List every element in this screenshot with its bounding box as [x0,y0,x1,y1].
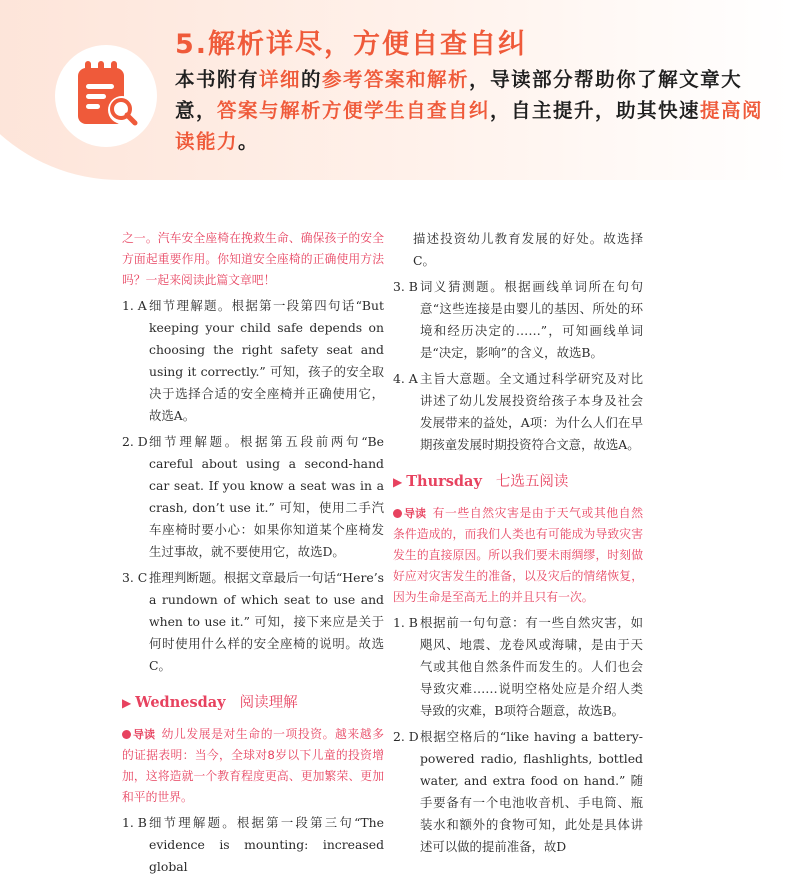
banner-text: 的 [301,68,323,91]
answer-explanation-continued: 描述投资幼儿教育发展的好处。故选择C。 [413,231,643,268]
answer-item [122,431,384,563]
section-heading-wednesday [122,691,384,712]
banner-title: 5.解析详尽，方便自查自纠 [175,29,528,60]
right-column [393,228,643,858]
banner-text: ，自主提升，助其快速 [490,99,701,122]
banner-highlight-text: 详细 [259,68,302,91]
guide-badge: 导读 [393,503,426,524]
answer-explanation: 根据前一句句意：有一些自然灾害，如飓风、地震、龙卷风或海啸，是由于天气或其他自然条件而发生的。人们也会导致灾难……说明空格处应是介绍人类导致的灾难，B项符合题意，故选B。 [420,615,643,718]
answer-number: 3. B [393,279,418,294]
section-type: 阅读理解 [239,695,298,711]
guide-text: 幼儿发展是对生命的一项投资。越来越多的证据表明：当今，全球对8岁以下儿童的投资增加，这将造就一个教育程度更高、更加繁荣、更加和平的世界。 [122,727,384,804]
section-day: Thursday [406,473,482,490]
answer-explanation: 主旨大意题。全文通过科学研究及对比讲述了幼儿发展投资给孩子本身及社会发展带来的益处，A项：为什么人们在早期孩童发展时期投资符合文意，故选A。 [420,371,643,452]
answer-number: 1. A [122,298,147,313]
banner-text: ，导读部分帮助你了解文章大意， [175,68,743,122]
guide-text: 有一些自然灾害是由于天气或其他自然条件造成的，而我们人类也有可能成为导致灾害发生的直接原因。所以我们要未雨绸缪，时刻做好应对灾害发生的准备，以及灾后的情绪恢复，因为生命是至高无上的并且只有一次。 [393,506,643,604]
answer-explanation: 词义猜测题。根据画线单词所在句句意“这些连接是由婴儿的基因、所处的环境和经历决定的……”，可知画线单词是“决定，影响”的含义，故选B。 [420,279,643,360]
answer-item [393,612,643,722]
banner-highlight-text: 参考答案和解析 [322,68,470,91]
answer-item [393,726,643,858]
banner-text: 。 [238,130,260,153]
answer-number: 3. C [122,570,148,585]
guide-dot-icon [122,730,131,739]
answer-item [393,368,643,456]
guide-dot-icon [393,509,402,518]
left-column [122,228,384,878]
guide-badge: 导读 [122,724,155,745]
answer-item [122,567,384,677]
answer-number: 2. D [393,729,419,744]
section-day: Wednesday [135,694,226,711]
feature-banner [0,0,790,190]
answer-explanation: 推理判断题。根据文章最后一句话“Here’s a rundown of which seat to use and when to use it.” 可知，接下来应是关于何时使用什么样的安全座椅的说明。故选C。 [149,570,384,673]
answer-item [122,812,384,878]
answer-explanation: 细节理解题。根据第一段第三句“The evidence is mounting: increased global [149,815,384,874]
answer-explanation: 根据空格后的“like having a battery-powered radio, flashlights, bottled water, and extra food on hand.” 随手要备有一个电池收音机、手电筒、瓶装水和额外的食物可知，此处是具体讲述可以做的提前准备，故D [420,729,643,854]
answer-item [393,276,643,364]
triangle-icon: ▶ [393,475,403,489]
guide-paragraph [122,724,384,808]
banner-highlight-text: 答案与解析方便学生自查自纠 [217,99,491,122]
answer-number: 1. B [122,815,147,830]
answer-explanation: 细节理解题。根据第五段前两句“Be careful about using a second-hand car seat. If you know a seat was in a crash, don’t use it.” 可知，使用二手汽车座椅时要小心：如果你知道某个座椅发生过事故，就不要使用它，故选D。 [149,434,384,559]
section-type: 七选五阅读 [495,474,569,490]
triangle-icon: ▶ [122,696,132,710]
answer-number: 1. B [393,615,418,630]
banner-text: 本书附有 [175,68,260,91]
answer-number: 2. D [122,434,148,449]
answer-item [122,295,384,427]
answer-explanation: 细节理解题。根据第一段第四句话“But keeping your child safe depends on choosing the right safety seat and using it correctly.” 可知，孩子的安全取决于选择合适的安全座椅并正确使用它，故选A。 [149,298,384,423]
clipboard-search-icon [70,58,144,132]
banner-highlight-text: 提高阅读能力 [175,99,764,153]
banner-description [175,64,765,157]
section-heading-thursday [393,470,643,491]
answer-number: 4. A [393,371,418,386]
guide-paragraph [393,503,643,608]
guide-text-continued: 之一。汽车安全座椅在挽救生命、确保孩子的安全方面起重要作用。你知道安全座椅的正确使用方法吗？一起来阅读此篇文章吧！ [122,231,384,287]
